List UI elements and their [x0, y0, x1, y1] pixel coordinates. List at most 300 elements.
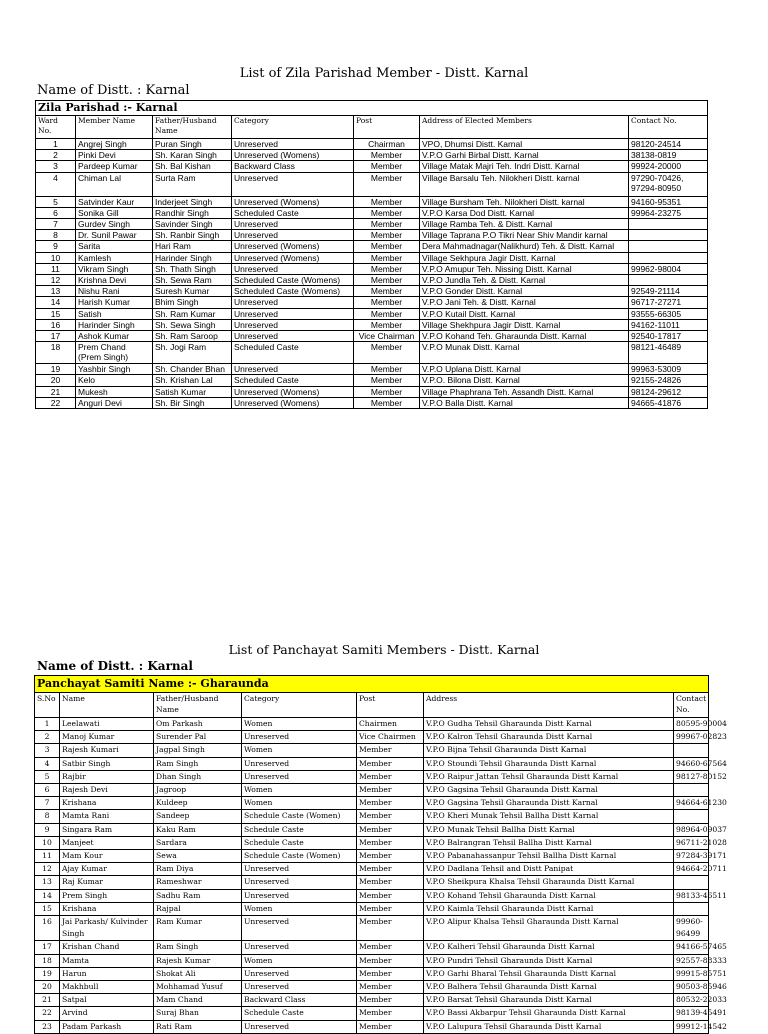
samiti-cell: Kuldeep [154, 797, 242, 810]
zila-cell: VPO, Dhumsi Distt. Karnal [420, 139, 629, 150]
samiti-cell: Rajesh Kumari [60, 744, 154, 757]
zila-cell: 22 [36, 397, 76, 408]
samiti-cell: Shokat Ali [154, 967, 242, 980]
samiti-cell: V.P.O Pundri Tehsil Gharaunda Distt Karnal [424, 954, 674, 967]
zila-cell: Unreserved (Womens) [232, 196, 354, 207]
samiti-cell: Rajpal [154, 902, 242, 915]
samiti-cell: Ram Kumar [154, 916, 242, 941]
samiti-cell: 12 [35, 863, 60, 876]
zila-cell: Harinder Singh [153, 252, 232, 263]
samiti-cell: Suraj Bhan [154, 1007, 242, 1020]
samiti-cell: Member [357, 967, 424, 980]
samiti-cell: Unreserved [242, 967, 357, 980]
zila-cell: Pinki Devi [76, 150, 153, 161]
samiti-cell: Satpal [60, 994, 154, 1007]
samiti-cell: V.P.O Garhi Bharal Tehsil Gharaunda Distt Karnal [424, 967, 674, 980]
zila-cell: 13 [36, 286, 76, 297]
samiti-cell [674, 744, 709, 757]
table-row [35, 823, 709, 836]
samiti-cell: Unreserved [242, 876, 357, 889]
zila-cell: Nishu Rani [76, 286, 153, 297]
samiti-cell: 15 [35, 902, 60, 915]
zila-cell: Member [354, 308, 420, 319]
zila-cell: Scheduled Caste [232, 375, 354, 386]
samiti-cell: Women [242, 784, 357, 797]
zila-cell: 38138-0819 [629, 150, 708, 161]
zila-cell: Anguri Devi [76, 397, 153, 408]
zila-cell: 4 [36, 172, 76, 196]
samiti-cell: Member [357, 916, 424, 941]
samiti-cell: Sandeep [154, 810, 242, 823]
samiti-cell: Harun [60, 967, 154, 980]
zila-cell: 2 [36, 150, 76, 161]
samiti-header-cell: Address [424, 693, 674, 718]
table-row [36, 319, 708, 330]
samiti-cell: Member [357, 902, 424, 915]
table-row [36, 150, 708, 161]
samiti-cell: Women [242, 744, 357, 757]
samiti-cell: V.P.O Alipur Khalsa Tehsil Gharaunda Distt Karnal [424, 916, 674, 941]
zila-cell: 98124-29612 [629, 386, 708, 397]
samiti-cell: 16 [35, 916, 60, 941]
zila-cell: Scheduled Caste [232, 342, 354, 364]
samiti-cell: Mohhamad Yusuf [154, 981, 242, 994]
table-row [36, 308, 708, 319]
zila-cell: Sh. Chander Bhan [153, 364, 232, 375]
zila-cell: Member [354, 386, 420, 397]
samiti-cell: Member [357, 797, 424, 810]
samiti-cell: Schedule Caste (Women) [242, 850, 357, 863]
zila-cell: 12 [36, 275, 76, 286]
samiti-cell: 19 [35, 967, 60, 980]
samiti-cell: Leelawati [60, 718, 154, 731]
zila-cell: Inderjeet Singh [153, 196, 232, 207]
table-row [36, 386, 708, 397]
zila-cell: 96717-27271 [629, 297, 708, 308]
samiti-cell: Krishan Chand [60, 941, 154, 954]
table-row [35, 981, 709, 994]
zila-cell: Scheduled Caste (Womens) [232, 286, 354, 297]
samiti-cell: Member [357, 994, 424, 1007]
zila-cell: Harinder Singh [76, 319, 153, 330]
zila-cell: Mukesh [76, 386, 153, 397]
zila-cell: Sh. Krishan Lal [153, 375, 232, 386]
samiti-cell: Member [357, 981, 424, 994]
samiti-cell: Krishana [60, 797, 154, 810]
table-row [36, 331, 708, 342]
samiti-cell: 9 [35, 823, 60, 836]
samiti-cell: 99915-85751 [674, 967, 709, 980]
table-row [36, 207, 708, 218]
zila-cell: Chiman Lal [76, 172, 153, 196]
samiti-header-cell: Category [242, 693, 357, 718]
samiti-cell: Backward Class [242, 994, 357, 1007]
zila-cell: V.P.O. Bilona Distt. Karnal [420, 375, 629, 386]
samiti-cell: 94660-67564 [674, 757, 709, 770]
samiti-cell: Member [357, 941, 424, 954]
samiti-cell: Unreserved [242, 1020, 357, 1033]
zila-cell: Unreserved [232, 219, 354, 230]
samiti-cell: Unreserved [242, 889, 357, 902]
zila-header-cell: Ward No. [36, 116, 76, 139]
zila-cell: V.P.O Karsa Dod Distt. Karnal [420, 207, 629, 218]
samiti-cell: Member [357, 757, 424, 770]
samiti-cell: 8 [35, 810, 60, 823]
table-row [36, 219, 708, 230]
samiti-cell: Unreserved [242, 770, 357, 783]
samiti-cell: Member [357, 744, 424, 757]
samiti-cell: 3 [35, 744, 60, 757]
zila-cell: Sh. Karan Singh [153, 150, 232, 161]
table-row [35, 916, 709, 941]
samiti-cell: Unreserved [242, 731, 357, 744]
samiti-cell: Sewa [154, 850, 242, 863]
zila-cell: Sh. Bal Kishan [153, 161, 232, 172]
zila-cell: Member [354, 286, 420, 297]
samiti-cell: 2 [35, 731, 60, 744]
zila-cell: Pardeep Kumar [76, 161, 153, 172]
zila-cell: 97290-70426, 97294-80950 [629, 172, 708, 196]
zila-cell: 99924-20000 [629, 161, 708, 172]
table-row [35, 863, 709, 876]
zila-cell: Village Taprana P.O Tikri Near Shiv Mandir karnal [420, 230, 629, 241]
table-row [36, 375, 708, 386]
samiti-cell: V.P.O Pabanahassanpur Tehsil Ballha Distt Karnal [424, 850, 674, 863]
zila-cell: Unreserved (Womens) [232, 252, 354, 263]
zila-cell: 17 [36, 331, 76, 342]
zila-cell: Satvinder Kaur [76, 196, 153, 207]
samiti-cell: V.P.O Raipur Jattan Tehsil Gharaunda Distt Karnal [424, 770, 674, 783]
samiti-cell: Member [357, 850, 424, 863]
zila-cell: 16 [36, 319, 76, 330]
samiti-cell: Member [357, 863, 424, 876]
samiti-cell: Chairmen [357, 718, 424, 731]
zila-cell: 7 [36, 219, 76, 230]
samiti-cell: 98133-46511 [674, 889, 709, 902]
table-row [36, 172, 708, 196]
zila-cell: Hari Ram [153, 241, 232, 252]
zila-distt-label: Name of Distt. : Karnal [37, 83, 190, 98]
samiti-cell: Makhbull [60, 981, 154, 994]
samiti-cell: V.P.O Lalupura Tehsil Gharaunda Distt Karnal [424, 1020, 674, 1033]
samiti-cell [674, 810, 709, 823]
samiti-cell: Vice Chairmen [357, 731, 424, 744]
samiti-cell: Rati Ram [154, 1020, 242, 1033]
zila-cell: Unreserved [232, 172, 354, 196]
zila-cell: 92540-17817 [629, 331, 708, 342]
samiti-cell: V.P.O Kohand Tehsil Gharaunda Distt Karnal [424, 889, 674, 902]
samiti-cell: Rajbir [60, 770, 154, 783]
zila-cell: Vikram Singh [76, 263, 153, 274]
table-row [35, 797, 709, 810]
samiti-cell: V.P.O Gagsina Tehsil Gharaunda Distt Karnal [424, 784, 674, 797]
samiti-cell: 98139-45491 [674, 1007, 709, 1020]
zila-cell: V.P.O Garhi Birbal Distt. Karnal [420, 150, 629, 161]
zila-cell: Sh. Sewa Singh [153, 319, 232, 330]
zila-cell: Unreserved [232, 331, 354, 342]
table-row [35, 784, 709, 797]
zila-cell: Scheduled Caste [232, 207, 354, 218]
samiti-cell: V.P.O Balhera Tehsil Gharaunda Distt Karnal [424, 981, 674, 994]
samiti-cell: 11 [35, 850, 60, 863]
zila-cell: Sh. Ram Kumar [153, 308, 232, 319]
zila-header-cell: Contact No. [629, 116, 708, 139]
zila-cell: 8 [36, 230, 76, 241]
zila-cell: 92155-24826 [629, 375, 708, 386]
zila-banner: Zila Parishad :- Karnal [36, 101, 708, 116]
samiti-cell: Schedule Caste (Women) [242, 810, 357, 823]
samiti-cell: 4 [35, 757, 60, 770]
samiti-cell: Member [357, 810, 424, 823]
zila-cell: 5 [36, 196, 76, 207]
samiti-cell: Women [242, 902, 357, 915]
samiti-cell: Ram Singh [154, 941, 242, 954]
samiti-header-cell: Name [60, 693, 154, 718]
samiti-cell: Member [357, 784, 424, 797]
zila-cell: Dr. Sunil Pawar [76, 230, 153, 241]
zila-cell: Member [354, 297, 420, 308]
table-row [35, 954, 709, 967]
samiti-cell: V.P.O Balrangran Tehsil Ballha Distt Karnal [424, 836, 674, 849]
samiti-cell: 10 [35, 836, 60, 849]
samiti-header-cell: Contact No. [674, 693, 709, 718]
table-row [36, 161, 708, 172]
samiti-cell: Women [242, 718, 357, 731]
samiti-cell [674, 784, 709, 797]
zila-cell: Member [354, 319, 420, 330]
zila-cell: Ashok Kumar [76, 331, 153, 342]
zila-cell: 6 [36, 207, 76, 218]
zila-cell [629, 241, 708, 252]
samiti-cell: Member [357, 770, 424, 783]
zila-cell [629, 219, 708, 230]
zila-cell: Unreserved [232, 297, 354, 308]
samiti-cell: V.P.O Barsat Tehsil Gharaunda Distt Karnal [424, 994, 674, 1007]
zila-table [35, 100, 708, 409]
zila-cell: Prem Chand (Prem Singh) [76, 342, 153, 364]
zila-header-cell: Category [232, 116, 354, 139]
zila-cell: Member [354, 397, 420, 408]
zila-cell: V.P.O Kutail Distt. Karnal [420, 308, 629, 319]
zila-cell: 10 [36, 252, 76, 263]
zila-cell: 1 [36, 139, 76, 150]
table-row [36, 196, 708, 207]
zila-cell: 15 [36, 308, 76, 319]
zila-cell: Backward Class [232, 161, 354, 172]
samiti-cell: Arvind [60, 1007, 154, 1020]
samiti-cell [674, 876, 709, 889]
table-row [35, 941, 709, 954]
zila-cell: Village Shekhpura Jagir Distt. Karnal [420, 319, 629, 330]
samiti-cell: Sardara [154, 836, 242, 849]
samiti-cell: Jagpal Singh [154, 744, 242, 757]
zila-header-cell: Member Name [76, 116, 153, 139]
samiti-cell: Manjeet [60, 836, 154, 849]
table-row [35, 994, 709, 1007]
zila-cell: Village Phaphrana Teh. Assandh Distt. Karnal [420, 386, 629, 397]
samiti-cell: Unreserved [242, 757, 357, 770]
samiti-cell: V.P.O Kalron Tehsil Gharaunda Distt Karnal [424, 731, 674, 744]
samiti-cell: Jai Parkash/ Kulvinder Singh [60, 916, 154, 941]
samiti-cell: Jagroop [154, 784, 242, 797]
zila-cell: Savinder Singh [153, 219, 232, 230]
zila-cell: Unreserved (Womens) [232, 150, 354, 161]
zila-cell: Village Bursham Teh. Nilokheri Distt. karnal [420, 196, 629, 207]
zila-cell: 93555-66305 [629, 308, 708, 319]
table-row [35, 770, 709, 783]
samiti-cell: V.P.O Kaimla Tehsil Gharaunda Distt Karnal [424, 902, 674, 915]
zila-cell: 99962-98004 [629, 263, 708, 274]
zila-cell: Member [354, 275, 420, 286]
zila-cell: Angrej Singh [76, 139, 153, 150]
zila-cell [629, 275, 708, 286]
table-row [35, 718, 709, 731]
zila-header-cell: Address of Elected Members [420, 116, 629, 139]
samiti-cell: V.P.O Kalheri Tehsil Gharaunda Distt Karnal [424, 941, 674, 954]
samiti-cell: Mam Chand [154, 994, 242, 1007]
samiti-cell: V.P.O Kheri Munak Tehsil Ballha Distt Karnal [424, 810, 674, 823]
zila-cell: Member [354, 150, 420, 161]
zila-cell: Member [354, 263, 420, 274]
table-row [36, 139, 708, 150]
zila-cell: Puran Singh [153, 139, 232, 150]
zila-cell: Dera Mahmadnagar(Nalikhurd) Teh. & Distt. Karnal [420, 241, 629, 252]
table-row [35, 1007, 709, 1020]
zila-header-cell: Post [354, 116, 420, 139]
samiti-cell: Kaku Ram [154, 823, 242, 836]
table-row [36, 286, 708, 297]
samiti-cell: Women [242, 797, 357, 810]
zila-cell: 19 [36, 364, 76, 375]
samiti-cell: Padam Parkash [60, 1020, 154, 1033]
samiti-cell: Schedule Caste [242, 836, 357, 849]
zila-cell: Sh. Ram Saroop [153, 331, 232, 342]
zila-cell: V.P.O Amupur Teh. Nissing Distt. Karnal [420, 263, 629, 274]
zila-cell: V.P.O Jundla Teh. & Distt. Karnal [420, 275, 629, 286]
zila-cell: Member [354, 207, 420, 218]
zila-cell: Member [354, 252, 420, 263]
samiti-cell: Member [357, 1020, 424, 1033]
samiti-cell: Unreserved [242, 941, 357, 954]
samiti-cell: V.P.O Bassi Akbarpur Tehsil Gharaunda Distt Karnal [424, 1007, 674, 1020]
samiti-cell: Surender Pal [154, 731, 242, 744]
zila-cell: Yashbir Singh [76, 364, 153, 375]
zila-cell: 92549-21114 [629, 286, 708, 297]
samiti-cell: Raj Kumar [60, 876, 154, 889]
zila-cell: 99964-23275 [629, 207, 708, 218]
samiti-cell: Rajesh Devi [60, 784, 154, 797]
samiti-cell: Ram Diya [154, 863, 242, 876]
table-row [36, 364, 708, 375]
samiti-cell: V.P.O Munak Tehsil Ballha Distt Karnal [424, 823, 674, 836]
samiti-cell: 18 [35, 954, 60, 967]
samiti-cell: Unreserved [242, 981, 357, 994]
zila-cell: Surta Ram [153, 172, 232, 196]
zila-cell: Unreserved [232, 139, 354, 150]
samiti-title: List of Panchayat Samiti Members - Distt. Karnal [228, 642, 540, 657]
samiti-distt-label: Name of Distt. : Karnal [37, 659, 193, 673]
zila-cell: Sh. Bir Singh [153, 397, 232, 408]
samiti-cell: V.P.O Gagsina Tehsil Gharaunda Distt Karnal [424, 797, 674, 810]
samiti-cell: 23 [35, 1020, 60, 1033]
zila-cell: Village Matak Majri Teh. Indri Distt. Karnal [420, 161, 629, 172]
zila-cell: 9 [36, 241, 76, 252]
zila-cell [629, 252, 708, 263]
zila-header-cell: Father/Husband Name [153, 116, 232, 139]
zila-cell [629, 230, 708, 241]
samiti-cell: V.P.O Sheikpura Khalsa Tehsil Gharaunda Distt Karnal [424, 876, 674, 889]
samiti-cell: V.P.O Bijna Tehsil Gharaunda Distt Karnal [424, 744, 674, 757]
table-row [36, 263, 708, 274]
zila-cell: Randhir Singh [153, 207, 232, 218]
samiti-cell: 7 [35, 797, 60, 810]
zila-cell: Sh. Sewa Ram [153, 275, 232, 286]
samiti-cell: Unreserved [242, 916, 357, 941]
table-row [35, 967, 709, 980]
zila-cell: Sh. Ranbir Singh [153, 230, 232, 241]
samiti-cell: 98127-80152 [674, 770, 709, 783]
samiti-cell: Manoj Kumar [60, 731, 154, 744]
samiti-cell: Schedule Caste [242, 823, 357, 836]
samiti-cell: V.P.O Gudha Tehsil Gharaunda Distt Karnal [424, 718, 674, 731]
samiti-cell: Satbir Singh [60, 757, 154, 770]
samiti-cell: 22 [35, 1007, 60, 1020]
zila-cell: 98120-24514 [629, 139, 708, 150]
table-row [35, 836, 709, 849]
table-row [35, 850, 709, 863]
zila-cell: 94160-95351 [629, 196, 708, 207]
zila-cell: Member [354, 230, 420, 241]
samiti-cell: Women [242, 954, 357, 967]
zila-cell: Unreserved (Womens) [232, 386, 354, 397]
samiti-cell: 94664-61230 [674, 797, 709, 810]
samiti-cell: Schedule Caste [242, 1007, 357, 1020]
zila-cell: Member [354, 161, 420, 172]
zila-cell: Krishna Devi [76, 275, 153, 286]
samiti-cell: 6 [35, 784, 60, 797]
table-row [36, 275, 708, 286]
table-row [36, 230, 708, 241]
samiti-header-cell: Father/Husband Name [154, 693, 242, 718]
zila-cell: Scheduled Caste (Womens) [232, 275, 354, 286]
samiti-cell: Mamta [60, 954, 154, 967]
samiti-cell: Unreserved [242, 863, 357, 876]
zila-title: List of Zila Parishad Member - Distt. Karnal [239, 66, 529, 81]
zila-cell: Village Ramba Teh. & Distt. Karnal [420, 219, 629, 230]
samiti-cell: Mamta Rani [60, 810, 154, 823]
zila-cell: Unreserved [232, 230, 354, 241]
samiti-cell: 21 [35, 994, 60, 1007]
zila-cell: Sonika Gill [76, 207, 153, 218]
zila-cell: Bhim Singh [153, 297, 232, 308]
zila-cell: 14 [36, 297, 76, 308]
zila-cell: Satish Kumar [153, 386, 232, 397]
samiti-cell: Member [357, 889, 424, 902]
zila-cell: Village Sekhpura Jagir Distt. Karnal [420, 252, 629, 263]
table-row [36, 342, 708, 364]
samiti-cell: 90503-85946 [674, 981, 709, 994]
zila-cell: 21 [36, 386, 76, 397]
samiti-cell: Rameshwar [154, 876, 242, 889]
samiti-cell: Member [357, 836, 424, 849]
zila-cell: V.P.O Jani Teh. & Distt. Karnal [420, 297, 629, 308]
samiti-header-cell: S.No [35, 693, 60, 718]
zila-cell: Kelo [76, 375, 153, 386]
table-row [36, 397, 708, 408]
zila-cell: Unreserved [232, 364, 354, 375]
samiti-cell: 5 [35, 770, 60, 783]
zila-cell: 98121-46489 [629, 342, 708, 364]
